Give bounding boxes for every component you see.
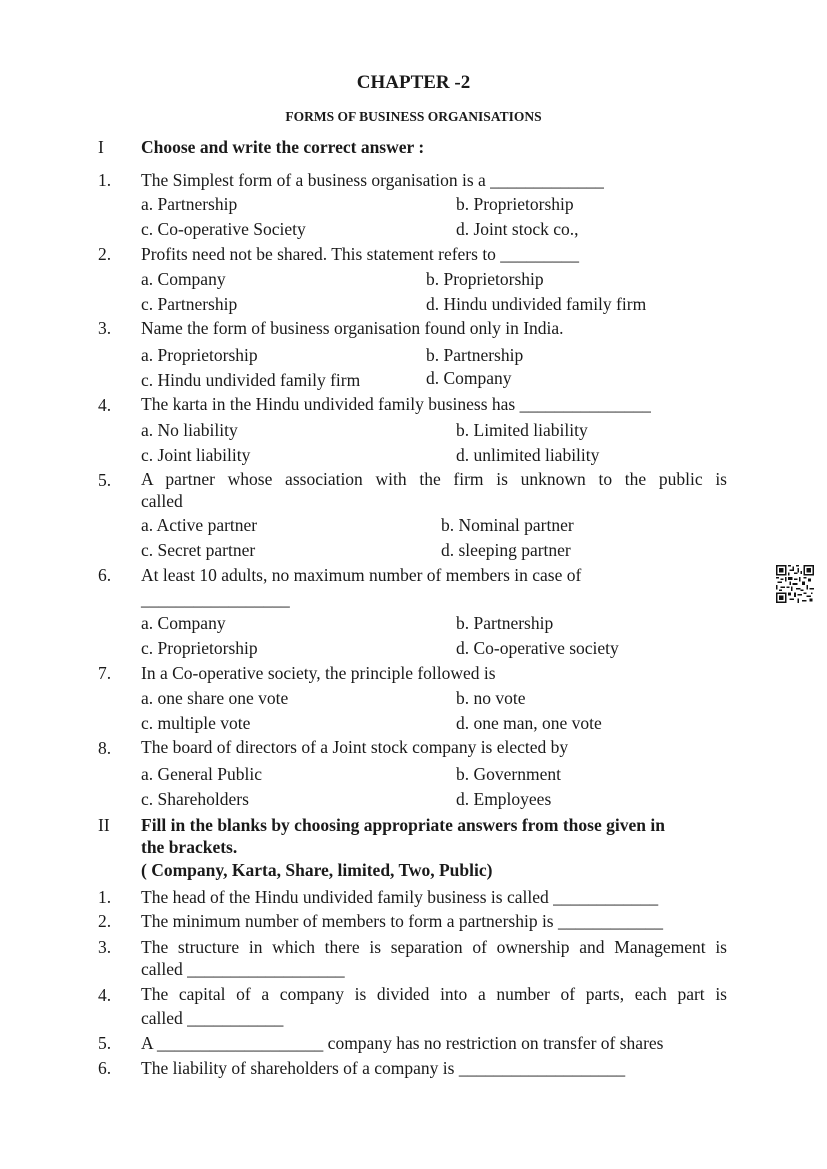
option-c: c. Hindu undivided family firm bbox=[141, 370, 361, 390]
question-text: A ___________________ company has no restriction on transfer of shares bbox=[141, 1033, 664, 1053]
question-text: The board of directors of a Joint stock company is elected by bbox=[141, 737, 569, 757]
question-text: The minimum number of members to form a partnership is ____________ bbox=[141, 911, 663, 931]
option-c: c. Proprietorship bbox=[141, 638, 258, 658]
option-a: a. No liability bbox=[141, 420, 238, 440]
option-b: b. Partnership bbox=[426, 345, 524, 365]
question-text: The structure in which there is separation of ownership and Management is bbox=[141, 937, 727, 957]
option-c: c. Co-operative Society bbox=[141, 219, 306, 239]
option-a: a. Company bbox=[141, 269, 226, 289]
question-text: The head of the Hindu undivided family business is called ____________ bbox=[141, 887, 659, 907]
option-a: a. General Public bbox=[141, 764, 262, 784]
question-blank: _________________ bbox=[141, 589, 290, 609]
option-d: d. Company bbox=[426, 368, 512, 388]
section-2-numeral: II bbox=[98, 815, 110, 835]
qr-code-icon bbox=[776, 565, 814, 603]
question-text: The liability of shareholders of a company is ___________________ bbox=[141, 1058, 626, 1078]
option-c: c. Joint liability bbox=[141, 445, 251, 465]
question-number: 7. bbox=[98, 663, 112, 683]
question-text: The capital of a company is divided into a number of parts, each part is bbox=[141, 984, 727, 1004]
option-b: b. Proprietorship bbox=[426, 269, 544, 289]
option-d: d. one man, one vote bbox=[456, 713, 602, 733]
question-text-continued: called bbox=[141, 491, 183, 511]
option-a: a. Company bbox=[141, 613, 226, 633]
option-a: a. Proprietorship bbox=[141, 345, 258, 365]
question-number: 2. bbox=[98, 911, 112, 931]
option-b: b. Proprietorship bbox=[456, 194, 574, 214]
chapter-subtitle: FORMS OF BUSINESS ORGANISATIONS bbox=[285, 109, 542, 124]
question-text: Name the form of business organisation found only in India. bbox=[141, 318, 564, 338]
option-b: b. Government bbox=[456, 764, 561, 784]
option-c: c. multiple vote bbox=[141, 713, 251, 733]
option-c: c. Shareholders bbox=[141, 789, 249, 809]
question-text: The Simplest form of a business organisation is a _____________ bbox=[141, 170, 604, 190]
section-1-numeral: I bbox=[98, 137, 104, 157]
question-number: 6. bbox=[98, 1058, 112, 1078]
question-number: 4. bbox=[98, 985, 112, 1005]
question-number: 1. bbox=[98, 170, 112, 190]
question-text-continued: called __________________ bbox=[141, 959, 345, 979]
option-b: b. no vote bbox=[456, 688, 526, 708]
question-number: 5. bbox=[98, 1033, 112, 1053]
option-c: c. Partnership bbox=[141, 294, 238, 314]
question-text: Profits need not be shared. This statement refers to _________ bbox=[141, 244, 580, 264]
question-number: 8. bbox=[98, 738, 112, 758]
question-number: 1. bbox=[98, 887, 112, 907]
question-text: A partner whose association with the firm is unknown to the public is bbox=[141, 469, 727, 489]
section-1-heading: Choose and write the correct answer : bbox=[141, 137, 425, 157]
word-bank: ( Company, Karta, Share, limited, Two, Public) bbox=[141, 860, 493, 880]
option-d: d. Co-operative society bbox=[456, 638, 619, 658]
option-d: d. Hindu undivided family firm bbox=[426, 294, 647, 314]
option-b: b. Partnership bbox=[456, 613, 554, 633]
question-text-continued: called ___________ bbox=[141, 1008, 284, 1028]
question-number: 4. bbox=[98, 395, 112, 415]
option-b: b. Limited liability bbox=[456, 420, 588, 440]
chapter-title: CHAPTER -2 bbox=[356, 72, 471, 93]
option-d: d. unlimited liability bbox=[456, 445, 600, 465]
section-2-heading-continued: the brackets. bbox=[141, 837, 238, 857]
question-number: 2. bbox=[98, 244, 112, 264]
question-text: The karta in the Hindu undivided family business has _______________ bbox=[141, 394, 651, 414]
question-number: 3. bbox=[98, 318, 112, 338]
question-number: 3. bbox=[98, 937, 112, 957]
option-d: d. Employees bbox=[456, 789, 552, 809]
question-text: At least 10 adults, no maximum number of members in case of bbox=[141, 565, 582, 585]
option-a: a. Partnership bbox=[141, 194, 238, 214]
option-a: a. Active partner bbox=[141, 515, 258, 535]
option-b: b. Nominal partner bbox=[441, 515, 574, 535]
question-number: 5. bbox=[98, 470, 112, 490]
option-c: c. Secret partner bbox=[141, 540, 256, 560]
section-2-heading: Fill in the blanks by choosing appropriate answers from those given in bbox=[141, 815, 665, 835]
question-text: In a Co-operative society, the principle followed is bbox=[141, 663, 496, 683]
question-number: 6. bbox=[98, 565, 112, 585]
option-a: a. one share one vote bbox=[141, 688, 289, 708]
option-d: d. Joint stock co., bbox=[456, 219, 579, 239]
option-d: d. sleeping partner bbox=[441, 540, 571, 560]
